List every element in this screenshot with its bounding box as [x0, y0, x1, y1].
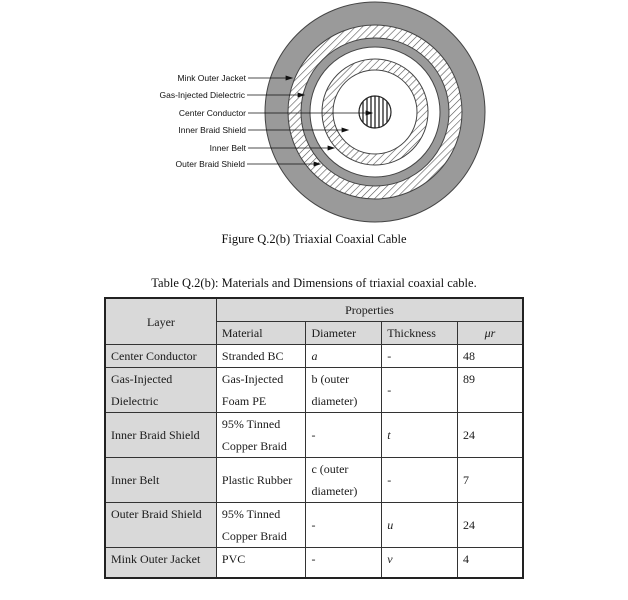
cell-diameter: a — [306, 345, 382, 368]
cell-mu-r: 48 — [458, 345, 524, 368]
label-center-conductor: Center Conductor — [178, 108, 246, 118]
header-thickness: Thickness — [382, 322, 458, 345]
cell-layer: Mink Outer Jacket — [105, 548, 216, 578]
label-inner-braid-shield: Inner Braid Shield — [178, 125, 246, 135]
cable-cross-section-diagram — [0, 0, 628, 232]
label-inner-belt: Inner Belt — [209, 143, 246, 153]
label-outer-braid-shield: Outer Braid Shield — [175, 159, 245, 169]
cell-material: Plastic Rubber — [216, 458, 306, 503]
header-layer: Layer — [105, 298, 216, 345]
cell-material: Gas-Injected Foam PE — [216, 368, 306, 413]
cell-thickness: v — [382, 548, 458, 578]
cell-mu-r: 24 — [458, 413, 524, 458]
cell-material: PVC — [216, 548, 306, 578]
cell-material: Stranded BC — [216, 345, 306, 368]
cell-diameter: - — [306, 413, 382, 458]
table-row — [105, 458, 523, 503]
materials-table — [104, 297, 524, 579]
cell-diameter: - — [306, 548, 382, 578]
label-mink-outer-jacket: Mink Outer Jacket — [177, 73, 246, 83]
cell-layer: Outer Braid Shield — [105, 503, 216, 548]
cell-diameter: b (outer diameter) — [306, 368, 382, 413]
cell-mu-r: 7 — [458, 458, 524, 503]
header-diameter: Diameter — [306, 322, 382, 345]
label-gas-injected-dielectric: Gas-Injected Dielectric — [159, 90, 245, 100]
cell-mu-r: 4 — [458, 548, 524, 578]
table-row — [105, 413, 523, 458]
table-row — [105, 548, 523, 578]
cell-thickness: - — [382, 458, 458, 503]
cell-thickness: u — [382, 503, 458, 548]
cell-layer: Center Conductor — [105, 345, 216, 368]
cell-material: 95% Tinned Copper Braid — [216, 413, 306, 458]
cell-material: 95% Tinned Copper Braid — [216, 503, 306, 548]
figure-caption: Figure Q.2(b) Triaxial Coaxial Cable — [221, 232, 407, 246]
table-row — [105, 368, 523, 413]
header-material: Material — [216, 322, 306, 345]
cell-layer: Inner Belt — [105, 458, 216, 503]
cell-thickness: - — [382, 345, 458, 368]
cell-mu-r: 24 — [458, 503, 524, 548]
cell-thickness: t — [382, 413, 458, 458]
cell-layer: Inner Braid Shield — [105, 413, 216, 458]
cell-layer: Gas-Injected Dielectric — [105, 368, 216, 413]
cell-thickness: - — [382, 368, 458, 413]
header-properties: Properties — [216, 298, 523, 322]
cell-diameter: c (outer diameter) — [306, 458, 382, 503]
table-caption: Table Q.2(b): Materials and Dimensions of triaxial coaxial cable. — [151, 276, 477, 290]
header-mu-r: μr — [458, 322, 524, 345]
table-row — [105, 345, 523, 368]
cell-mu-r: 89 — [458, 368, 524, 413]
table-row — [105, 503, 523, 548]
cell-diameter: - — [306, 503, 382, 548]
